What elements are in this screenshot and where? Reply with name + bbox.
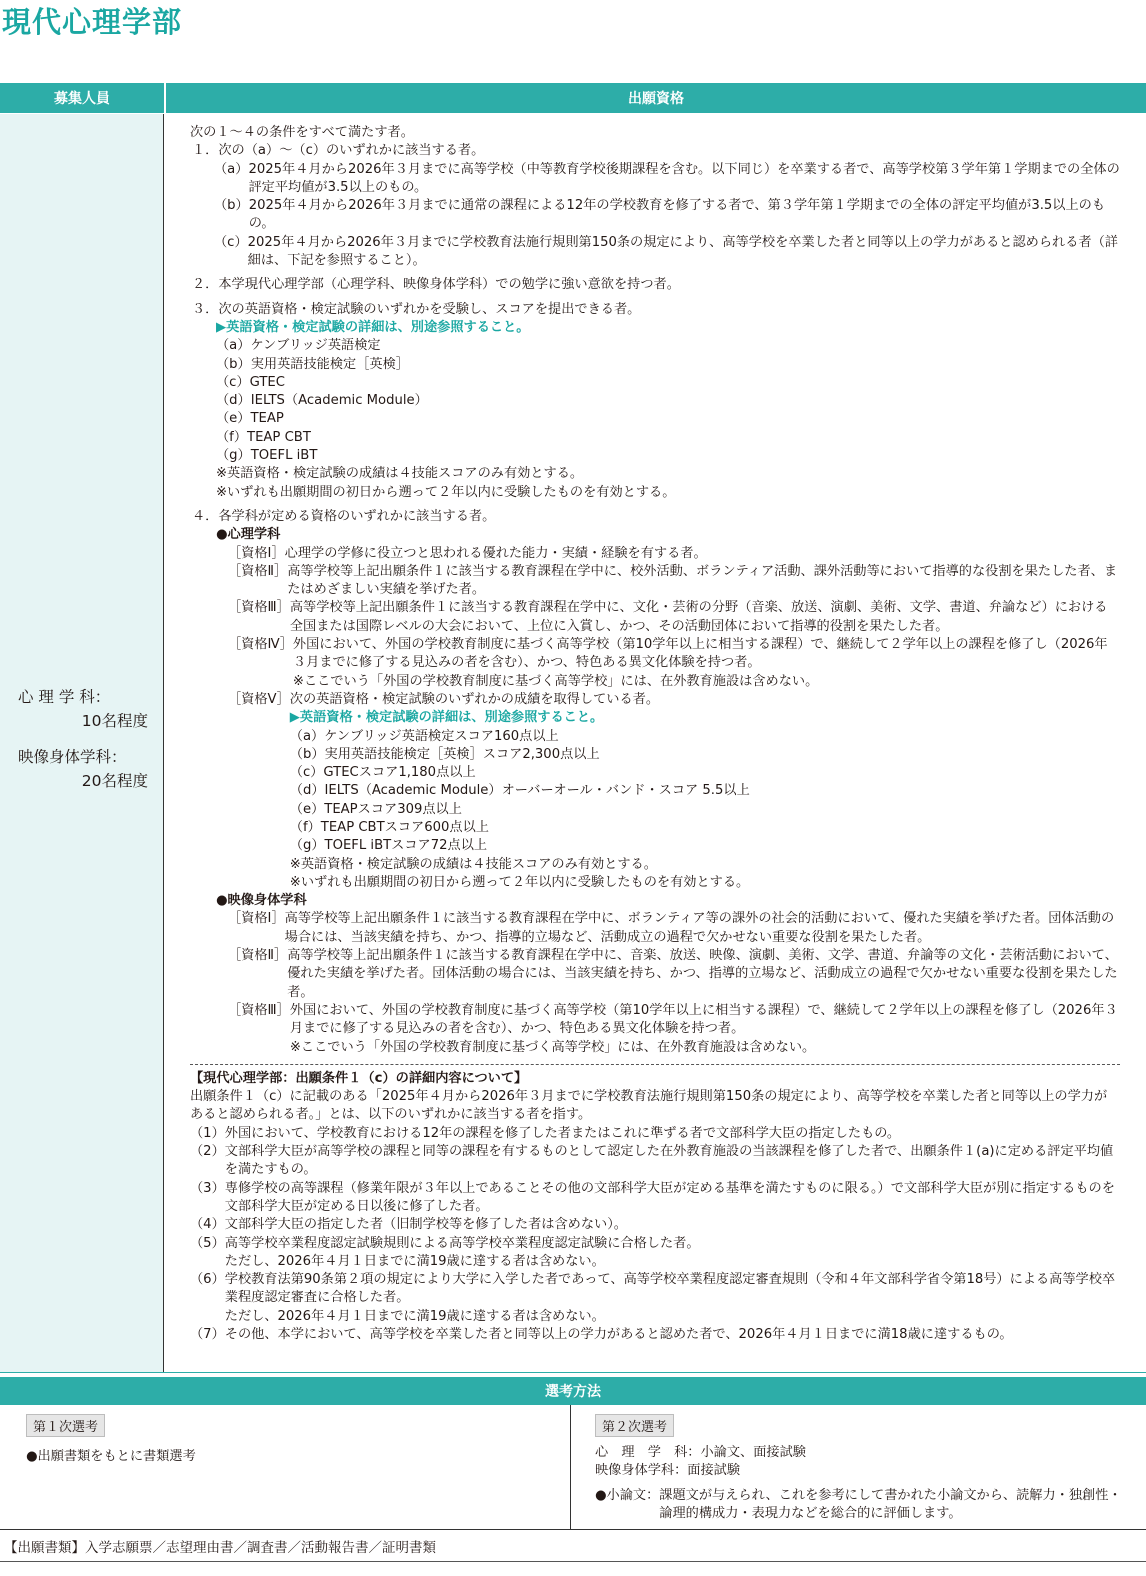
vb-qual-1 [228, 910, 1120, 947]
second-selection-psy: 心 理 学 科：小論文、面接試験 [595, 1445, 806, 1460]
cond-1c [190, 234, 1120, 271]
psy-qual-5-note-1: ※英語資格・検定試験の成績は４技能スコアのみ有効とする。 [289, 856, 657, 872]
detail-item-5 [190, 1235, 1120, 1272]
detail-item-4-key: （4） [190, 1217, 225, 1233]
quota-psy-count: 10名程度 [81, 712, 148, 730]
first-selection [0, 1405, 571, 1529]
detail-item-7-key: （7） [190, 1327, 225, 1342]
detail-item-2-key: （2） [190, 1144, 225, 1160]
vb-qual-3 [228, 1002, 1120, 1057]
cond-1b-text: 2025年４月から2026年３月までに通常の課程による12年の学校教育を修了する者で、第３学年第１学期までの全体の評定平均値が3.5以上のもの。 [248, 198, 1106, 232]
vb-heading: ●映像身体学科 [216, 893, 307, 909]
cond-3: ３．次の英語資格・検定試験のいずれかを受験し、スコアを提出できる者。 [192, 301, 641, 317]
cond-1b [190, 197, 1120, 234]
quota-vb-label: 映像身体学科： [18, 748, 127, 766]
quota-vb-count: 20名程度 [81, 772, 148, 790]
psy-heading: ●心理学科 [216, 527, 281, 543]
first-selection-text: ●出願書類をもとに書類選考 [26, 1449, 196, 1464]
psy-qual-5-key: ［資格Ⅴ］ [228, 691, 290, 707]
list-item: （b）実用英語技能検定［英検］ [216, 356, 409, 372]
psy-qual-1 [228, 545, 1120, 563]
quota-column [0, 114, 164, 1372]
cond-1a [190, 161, 1120, 198]
psy-qual-3-key: ［資格Ⅲ］ [228, 600, 290, 616]
vb-qual-2-text: 高等学校等上記出願条件１に該当する教育課程在学中に、音楽、放送、映像、演劇、美術、文学、書道、弁論等の文化・芸術活動において、優れた実績を挙げた者。団体活動の場合には、当該実績を持ち、かつ、指導的立場など、活動成立の過程で欠かせない重要な役割を果たした者。 [287, 948, 1118, 1000]
essay-note-text: 課題文が与えられ、これを参考にして書かれた小論文から、読解力・独創性・論理的構成力・表現力などを総合的に評価します。 [659, 1488, 1122, 1521]
list-item: （a）ケンブリッジ英語検定 [216, 338, 381, 354]
detail-item-4 [190, 1216, 1120, 1234]
second-selection [571, 1405, 1146, 1529]
detail-item-6 [190, 1271, 1120, 1326]
psy-qual-5-note-2: ※いずれも出願期間の初日から遡って２年以内に受験したものを有効とする。 [289, 874, 750, 890]
detail-item-5-text: 高等学校卒業程度認定試験規則による高等学校卒業程度認定試験に合格した者。 [224, 1235, 700, 1251]
cond-1a-key: （a） [214, 161, 249, 177]
cond-1: １．次の（a）～（c）のいずれかに該当する者。 [192, 143, 485, 159]
psy-qual-5-ref: ▶英語資格・検定試験の詳細は、別途参照すること。 [289, 710, 604, 726]
detail-item-6-note: ただし、2026年４月１日までに満19歳に達する者は含めない。 [224, 1308, 605, 1324]
qual-intro: 次の１～４の条件をすべて満たす者。 [190, 125, 414, 140]
vb-qual-2 [228, 947, 1120, 1002]
vb-qual-1-key: ［資格Ⅰ］ [228, 911, 285, 927]
detail-item-1 [190, 1125, 1120, 1143]
detail-item-1-text: 外国において、学校教育における12年の課程を修了した者またはこれに準ずる者で文部科学大臣の指定したもの。 [224, 1125, 901, 1141]
detail-item-3-text: 専修学校の高等課程（修業年限が３年以上であることその他の文部科学大臣が定める基準を満たすものに限る。）で文部科学大臣が別に指定するものを文部科学大臣が定める日以後に修了した者。 [224, 1180, 1115, 1214]
essay-note [595, 1487, 1125, 1523]
page-title: 現代心理学部 [2, 5, 183, 39]
cond-1b-key: （b） [214, 198, 249, 214]
cond-2: ２．本学現代心理学部（心理学科、映像身体学科）での勉学に強い意欲を持つ者。 [192, 277, 680, 293]
cond-4: ４．各学科が定める資格のいずれかに該当する者。 [192, 508, 496, 524]
list-item: （d）IELTS（Academic Module）オーバーオール・バンド・スコア 5.5以上 [289, 783, 750, 799]
list-item: （c）GTECスコア1,180点以上 [289, 765, 476, 781]
quota-block [18, 685, 158, 793]
detail-item-5-note: ただし、2026年４月１日までに満19歳に達する者は含めない。 [224, 1253, 605, 1269]
list-item: （d）IELTS（Academic Module） [216, 393, 428, 409]
psy-qual-4-text: 外国において、外国の学校教育制度に基づく高等学校（第10学年以上に相当する課程）で、継続して２学年以上の課程を修了し（2026年３月までに修了する見込みの者を含む）、かつ、特色ある異文化体験を持つ者。 [292, 637, 1108, 671]
psy-qual-4-key: ［資格Ⅳ］ [228, 637, 293, 653]
divider [190, 1064, 1120, 1065]
cond-3-note-2: ※いずれも出願期間の初日から遡って２年以内に受験したものを有効とする。 [216, 484, 676, 500]
quota-psy-label: 心 理 学 科： [18, 688, 111, 706]
list-item: （f）TEAP CBT [216, 429, 311, 445]
psy-qual-1-key: ［資格Ⅰ］ [228, 545, 285, 561]
list-item: （e）TEAPスコア309点以上 [289, 801, 462, 817]
second-selection-tag: 第２次選考 [595, 1414, 674, 1437]
psy-qual-1-text: 心理学の学修に役立つと思われる優れた能力・実績・経験を有する者。 [284, 545, 707, 561]
selection-body [0, 1405, 1146, 1530]
detail-item-4-text: 文部科学大臣の指定した者（旧制学校等を修了した者は含めない）。 [224, 1217, 627, 1233]
list-item: （f）TEAP CBTスコア600点以上 [289, 819, 489, 835]
detail-item-2-text: 文部科学大臣が高等学校の課程と同等の課程を有するものとして認定した在外教育施設の当該課程を修了した者で、出願条件１(a)に定める評定平均値を満たすもの。 [224, 1144, 1114, 1178]
psy-qual-2-text: 高等学校等上記出願条件１に該当する教育課程在学中に、校外活動、ボランティア活動、課外活動等において指導的な役割を果たした者、またはめざましい実績を挙げた者。 [287, 563, 1118, 598]
application-documents: 【出願書類】入学志願票／志望理由書／調査書／活動報告書／証明書類 [0, 1530, 1146, 1562]
table-header [0, 83, 1146, 113]
psy-qual-4 [228, 636, 1120, 691]
selection-header: 選考方法 [0, 1377, 1146, 1405]
detail-heading: 【現代心理学部：出願条件１（c）の詳細内容について】 [190, 1070, 528, 1086]
list-item: （g）TOEFL iBT [216, 448, 318, 464]
detail-item-1-key: （1） [190, 1125, 225, 1141]
vb-qual-3-note: ※ここでいう「外国の学校教育制度に基づく高等学校」には、在外教育施設は含めない。 [289, 1039, 816, 1055]
detail-item-3-key: （3） [190, 1180, 225, 1196]
vb-qual-1-text: 高等学校等上記出願条件１に該当する教育課程在学中に、ボランティア等の課外の社会的活動において、優れた実績を挙げた者。団体活動の場合には、当該実績を持ち、かつ、指導的立場など、活動成立の過程で欠かせない重要な役割を果たした者。 [284, 911, 1115, 945]
cond-3-ref: ▶英語資格・検定試験の詳細は、別途参照すること。 [216, 319, 530, 335]
vb-qual-3-key: ［資格Ⅲ］ [228, 1002, 290, 1018]
first-selection-tag: 第１次選考 [26, 1414, 105, 1437]
cond-1c-key: （c） [214, 234, 248, 250]
header-qualification: 出願資格 [628, 91, 684, 107]
cond-1a-text: 2025年４月から2026年３月までに高等学校（中等教育学校後期課程を含む。以下同じ）を卒業する者で、高等学校第３学年第１学期までの全体の評定平均値が3.5以上のもの。 [248, 161, 1120, 195]
list-item: （b）実用英語技能検定［英検］スコア2,300点以上 [289, 746, 600, 762]
vb-qual-2-key: ［資格Ⅱ］ [228, 948, 288, 964]
detail-item-7 [190, 1326, 1120, 1344]
detail-intro: 出願条件１（c）に記載のある「2025年４月から2026年３月までに学校教育法施行規則第150条の規定により、高等学校を卒業した者と同等以上の学力があると認められる者。」とは、以下のいずれかに該当する者を指す。 [190, 1089, 1108, 1123]
detail-item-2 [190, 1143, 1120, 1180]
detail-item-5-key: （5） [190, 1235, 225, 1251]
vb-qual-3-text: 外国において、外国の学校教育制度に基づく高等学校（第10学年以上に相当する課程）で、継続して２学年以上の課程を修了し（2026年３月までに修了する見込みの者を含む）、かつ、特色ある異文化体験を持つ者。 [289, 1002, 1118, 1037]
list-item: （e）TEAP [216, 411, 284, 427]
detail-item-6-key: （6） [190, 1272, 225, 1288]
essay-note-key: ●小論文： [595, 1488, 660, 1503]
second-selection-vb: 映像身体学科：面接試験 [595, 1463, 741, 1478]
psy-qual-2-key: ［資格Ⅱ］ [228, 563, 288, 579]
header-quota: 募集人員 [0, 83, 166, 113]
detail-item-7-text: その他、本学において、高等学校を卒業した者と同等以上の学力があると認めた者で、2026年４月１日までに満18歳に達するもの。 [224, 1327, 1013, 1342]
psy-qual-5 [228, 691, 1120, 892]
cond-3-note-1: ※英語資格・検定試験の成績は４技能スコアのみ有効とする。 [216, 466, 584, 482]
list-item: （a）ケンブリッジ英語検定スコア160点以上 [289, 728, 559, 744]
cond-1c-text: 2025年４月から2026年３月までに学校教育法施行規則第150条の規定により、高等学校を卒業した者と同等以上の学力があると認められる者（詳細は、下記を参照すること）。 [247, 234, 1118, 269]
qualification-column [190, 124, 1120, 1344]
list-item: （c）GTEC [216, 374, 285, 390]
list-item: （g）TOEFL iBTスコア72点以上 [289, 838, 488, 854]
detail-item-6-text: 学校教育法第90条第２項の規定により大学に入学した者であって、高等学校卒業程度認定審査規則（令和４年文部科学省令第18号）による高等学校卒業程度認定審査に合格した者。 [224, 1272, 1116, 1306]
psy-qual-5-text: 次の英語資格・検定試験のいずれかの成績を取得している者。 [289, 691, 660, 707]
table-body [0, 114, 1146, 1373]
psy-qual-2 [228, 563, 1120, 600]
psy-qual-3 [228, 599, 1120, 636]
psy-qual-4-note: ※ここでいう「外国の学校教育制度に基づく高等学校」には、在外教育施設は含めない。 [292, 673, 819, 689]
detail-item-3 [190, 1180, 1120, 1217]
psy-qual-3-text: 高等学校等上記出願条件１に該当する教育課程在学中に、文化・芸術の分野（音楽、放送、演劇、美術、文学、書道、弁論など）における全国または国際レベルの大会において、上位に入賞し、かつ、その活動団体において指導的役割を果たした者。 [289, 600, 1108, 634]
